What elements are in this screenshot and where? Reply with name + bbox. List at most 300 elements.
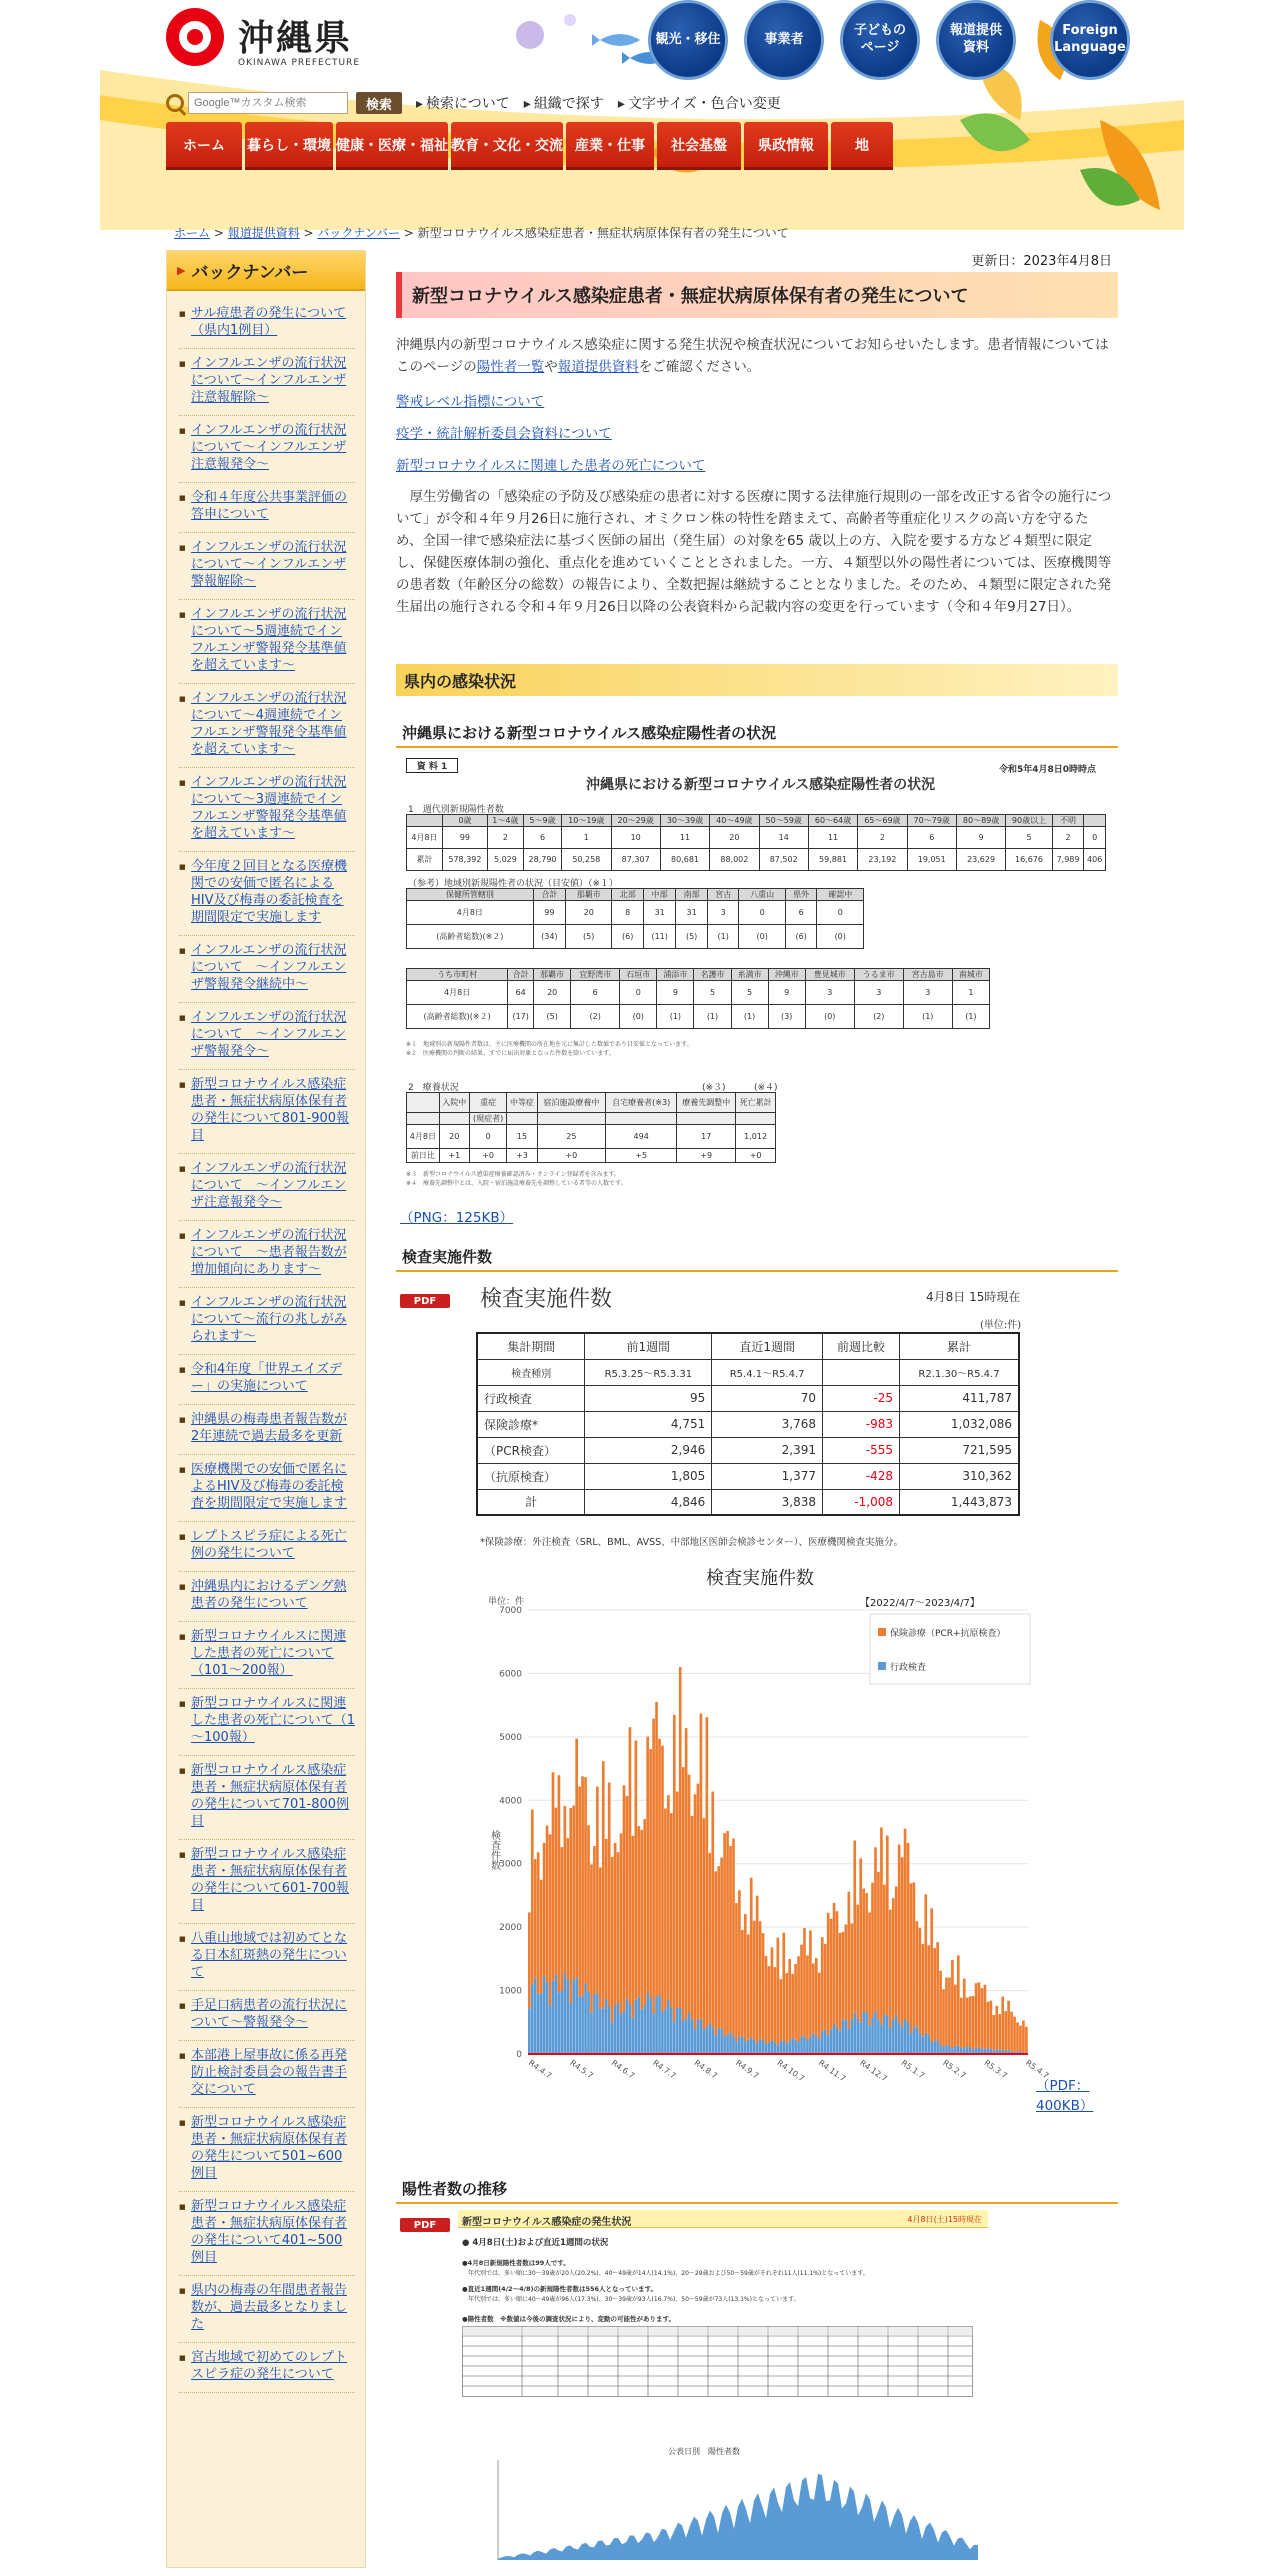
table-cell: 60～64歳 <box>808 815 857 827</box>
nav-kids[interactable]: 子どもの ページ <box>840 0 920 80</box>
bar-admin <box>629 2004 632 2054</box>
series-area <box>498 2474 978 2560</box>
table-cell: 0 <box>620 981 657 1005</box>
sidebar-link[interactable]: インフルエンザの流行状況について ～インフルエンザ警報発令継続中～ <box>191 943 347 992</box>
nav-press[interactable]: 報道提供 資料 <box>936 0 1016 80</box>
table-cell: 県外 <box>785 889 817 901</box>
table-cell: +0 <box>469 1149 507 1163</box>
bar-admin <box>587 1992 590 2054</box>
bar-insurance <box>655 1702 658 1996</box>
bar-insurance <box>1019 2026 1022 2052</box>
bar-insurance <box>703 1818 706 2029</box>
trend-b1s: 年代別では、多い順に30～39歳が20人(20.2%)、40～49歳が14人(14.1%)、20～29歳および50～59歳がそれぞれ11人(11.1%)となっています。 <box>468 2270 869 2277</box>
alert-level-link[interactable]: 警戒レベル指標について <box>396 394 545 410</box>
bar-admin <box>800 2037 803 2054</box>
nav-business[interactable]: 事業者 <box>744 0 824 80</box>
table-cell: 8 <box>612 901 644 925</box>
bar-admin <box>856 2018 859 2054</box>
okinawa-logo[interactable] <box>166 8 366 70</box>
sidebar-link[interactable]: インフルエンザの流行状況について～インフルエンザ警報解除～ <box>191 540 347 589</box>
intro-part: や <box>544 359 558 375</box>
sidebar-link[interactable]: 新型コロナウイルス感染症患者・無症状病原体保有者の発生について501~600例目 <box>191 2115 348 2181</box>
table-cell: 578,392 <box>442 849 487 871</box>
table-cell: 1～4歳 <box>487 815 523 827</box>
table-cell: -25 <box>823 1385 900 1411</box>
x-tick-label: R4.12.7 <box>858 2058 889 2084</box>
table-cell <box>439 1113 469 1125</box>
trend-b3: ●陽性者数 ※数値は今後の調査状況により、変動の可能性があります。 <box>462 2315 675 2323</box>
table-cell: (0) <box>739 925 785 949</box>
bar-admin <box>794 2040 797 2054</box>
bar-insurance <box>602 1761 605 2008</box>
table-cell: 4月8日 <box>407 981 508 1005</box>
bar-admin <box>632 2018 635 2054</box>
sidebar-link[interactable]: 新型コロナウイルスに関連した患者の死亡について（101～200報） <box>191 1629 347 1678</box>
table-cell: 99 <box>442 827 487 849</box>
bar-insurance <box>726 1831 729 2035</box>
x-tick-label: R5.2.7 <box>941 2058 968 2081</box>
nav-health[interactable]: 健康・医療・福祉 <box>336 122 448 170</box>
bar-admin <box>913 2028 916 2054</box>
x-tick-label: R5.4.7 <box>1023 2058 1051 2081</box>
sidebar-link[interactable]: インフルエンザの流行状況について～インフルエンザ注意報発令～ <box>191 423 347 472</box>
care-note-3: (※３) <box>702 1083 726 1093</box>
trend-pdf-preview[interactable] <box>458 2210 988 2568</box>
breadcrumb-sep: > <box>399 226 418 240</box>
bar-admin <box>874 2012 877 2054</box>
nav-foreign-language[interactable]: Foreign Language <box>1050 0 1130 80</box>
y-tick-label: 5000 <box>499 1732 522 1743</box>
table-cell: 3 <box>805 981 854 1005</box>
bar-insurance <box>708 1853 711 2023</box>
bar-admin <box>614 2006 617 2054</box>
search-row <box>166 90 1066 116</box>
bar-insurance <box>785 1973 788 2044</box>
bar-insurance <box>880 1828 883 2025</box>
bar-admin <box>714 2035 717 2054</box>
bar-insurance <box>635 1740 638 1999</box>
bar-insurance <box>984 1985 987 2050</box>
bar-insurance <box>590 1864 593 2012</box>
search-input[interactable] <box>188 92 348 114</box>
breadcrumb-sep: > <box>299 226 318 240</box>
sidebar-item <box>179 1455 355 1522</box>
sidebar-link[interactable]: インフルエンザの流行状況について～4週連続でインフルエンザ警報発令基準値を超えています～ <box>191 691 347 757</box>
table-cell: 7,989 <box>1052 849 1084 871</box>
bar-admin <box>732 2036 735 2054</box>
bar-insurance <box>673 1715 676 2021</box>
main-nav <box>166 122 893 170</box>
bar-insurance <box>862 1889 865 2012</box>
bar-insurance <box>848 1892 851 2029</box>
table-cell: 石垣市 <box>620 969 657 981</box>
bar-insurance <box>877 1872 880 2020</box>
bar-admin <box>868 2025 871 2054</box>
bar-insurance <box>561 1847 564 1990</box>
x-tick-label: R4.11.7 <box>816 2058 848 2084</box>
bar-insurance <box>806 1955 809 2040</box>
bar-insurance <box>697 1784 700 2020</box>
bar-insurance <box>546 1826 549 1983</box>
bar-admin <box>723 2037 726 2054</box>
text-size-color-link[interactable]: ▸ 文字サイズ・色合い変更 <box>618 93 781 113</box>
table-cell: 2 <box>858 827 907 849</box>
bar-admin <box>797 2042 800 2054</box>
bar-insurance <box>836 1911 839 2027</box>
bar-admin <box>839 2031 842 2054</box>
nav-home[interactable]: ホーム <box>166 122 242 170</box>
bar-insurance <box>910 1883 913 2033</box>
trend-b2: ●直近1週間(4/2～4/8)の新規陽性者数は556人となっています。 <box>462 2285 658 2293</box>
chart-unit: 単位：件 <box>488 1597 525 1607</box>
bar-admin <box>602 2008 605 2054</box>
bar-insurance <box>868 1912 871 2025</box>
table-cell: 15 <box>507 1125 537 1149</box>
nav-education[interactable]: 教育・文化・交流 <box>451 122 563 170</box>
bar-admin <box>682 2021 685 2054</box>
nav-region[interactable]: 地 <box>831 122 893 170</box>
table-cell: -983 <box>823 1411 900 1437</box>
table-cell: -428 <box>823 1463 900 1489</box>
bar-insurance <box>809 1930 812 2036</box>
breadcrumb-current: 新型コロナウイルス感染症患者・無症状病原体保有者の発生について <box>417 226 789 240</box>
legend-box <box>870 1614 1030 1684</box>
x-tick-label: R4.7.7 <box>651 2058 678 2081</box>
sidebar-link[interactable]: 医療機関での安価で匿名によるHIV及び梅毒の委託検査を期間限定で実施します <box>191 1462 348 1511</box>
x-tick-label: R5.3.7 <box>982 2058 1009 2081</box>
breadcrumb-press[interactable]: 報道提供資料 <box>227 226 300 240</box>
prefecture-emblem-icon <box>166 8 224 66</box>
sidebar-item <box>179 1572 355 1622</box>
bar-admin <box>608 2007 611 2054</box>
bar-insurance <box>898 1844 901 2022</box>
bar-insurance <box>939 1971 942 2045</box>
bar-insurance <box>821 1937 824 2031</box>
bar-insurance <box>833 1903 836 2024</box>
pdf-link[interactable]: （PDF：400KB） <box>1036 2078 1094 2114</box>
bar-insurance <box>593 1846 596 1994</box>
bar-insurance <box>549 1834 552 2006</box>
bar-admin <box>611 2022 614 2054</box>
table-cell <box>407 815 443 827</box>
table-cell: 保険診療* <box>477 1411 585 1437</box>
bar-admin <box>708 2023 711 2054</box>
bar-admin <box>924 2033 927 2054</box>
bar-insurance <box>960 1998 963 2048</box>
bar-insurance <box>537 1852 540 1994</box>
region-table <box>406 888 864 949</box>
footnote: ※２ 医療機関の判断の結果、すでに届出対象となった件数を除いています。 <box>406 1050 615 1057</box>
bar-insurance <box>768 1966 771 2042</box>
sidebar-list <box>167 291 365 2393</box>
bar-insurance <box>856 1905 859 2019</box>
bar-admin <box>750 2037 753 2054</box>
bar-insurance <box>824 1944 827 2030</box>
sidebar-link[interactable]: 新型コロナウイルス感染症患者・無症状病原体保有者の発生について601-700報目 <box>191 1847 350 1913</box>
bar-insurance <box>966 1998 969 2047</box>
table-cell: 3 <box>854 981 903 1005</box>
nav-tourism[interactable]: 観光・移住 <box>648 0 728 80</box>
sidebar-link[interactable]: 令和4年度「世界エイズデー」の実施について <box>191 1362 342 1394</box>
table-cell: 0 <box>469 1125 507 1149</box>
press-materials-link[interactable]: 報道提供資料 <box>557 359 639 375</box>
bar-admin <box>904 2019 907 2054</box>
bar-insurance <box>803 1928 806 2036</box>
table-cell: 99 <box>533 901 565 925</box>
org-search-link[interactable]: ▸ 組織で探す <box>524 93 604 113</box>
bar-admin <box>646 1993 649 2054</box>
bar-admin <box>590 2013 593 2054</box>
table-cell: (3) <box>768 1005 805 1029</box>
table-cell: 70～79歳 <box>907 815 956 827</box>
table-cell: (1) <box>694 1005 731 1029</box>
bar-insurance <box>587 1825 590 1992</box>
table-cell: 1,032,086 <box>900 1411 1019 1437</box>
sidebar-item <box>179 1622 355 1689</box>
table-row <box>407 1005 990 1029</box>
bar-admin <box>815 2036 818 2054</box>
subheading-underline <box>396 2202 1118 2204</box>
table-cell: (5) <box>676 925 708 949</box>
bar-admin <box>877 2019 880 2054</box>
bar-insurance <box>936 1942 939 2040</box>
bar-admin <box>865 2013 868 2054</box>
bar-admin <box>735 2041 738 2054</box>
bar-admin <box>930 2043 933 2054</box>
nav-living[interactable]: 暮らし・環境 <box>245 122 333 170</box>
table-cell: 80～89歳 <box>956 815 1005 827</box>
png-link[interactable]: （PNG：125KB） <box>400 1210 514 1226</box>
sidebar-link[interactable]: インフルエンザの流行状況について ～インフルエンザ警報発令～ <box>191 1010 347 1059</box>
page-title: 新型コロナウイルス感染症患者・無症状病原体保有者の発生について <box>396 272 1118 318</box>
sidebar-link[interactable]: 八重山地域では初めてとなる日本紅斑熱の発生について <box>191 1931 348 1980</box>
table-cell: 1,805 <box>585 1463 712 1489</box>
table-cell <box>736 1113 776 1125</box>
nav-infrastructure[interactable]: 社会基盤 <box>657 122 741 170</box>
search-help-link[interactable]: ▸ 検索について <box>416 93 510 113</box>
sidebar-link[interactable]: 新型コロナウイルス感染症患者・無症状病原体保有者の発生について801-900報目 <box>191 1077 350 1143</box>
table-cell: 重症 <box>469 1093 507 1113</box>
table-cell: （抗原検査） <box>477 1463 585 1489</box>
sidebar-link[interactable]: 県内の梅毒の年間患者報告数が、過去最多となりました <box>191 2283 348 2332</box>
sidebar-item <box>179 1221 355 1288</box>
sidebar-link[interactable]: 沖縄県内におけるデング熱患者の発生について <box>191 1579 347 1611</box>
bar-insurance <box>889 1910 892 2028</box>
breadcrumb-backnumber[interactable]: バックナンバー <box>317 226 400 240</box>
positive-list-link[interactable]: 陽性者一覧 <box>476 359 545 375</box>
bar-admin <box>575 1977 578 2054</box>
table-cell: 名護市 <box>694 969 731 981</box>
bar-admin <box>889 2028 892 2054</box>
bar-insurance <box>924 1894 927 2032</box>
table-cell: 2,946 <box>585 1437 712 1463</box>
bar-admin <box>753 2040 756 2054</box>
sidebar <box>166 250 366 2568</box>
bar-insurance <box>611 1857 614 2022</box>
breadcrumb-home[interactable]: ホーム <box>174 226 211 240</box>
sidebar-link[interactable]: 本部港上屋事故に係る再発防止検討委員会の報告書手交について <box>191 2048 348 2097</box>
table-row <box>407 925 864 949</box>
sidebar-link[interactable]: 新型コロナウイルス感染症患者・無症状病原体保有者の発生について401~500例目 <box>191 2199 348 2265</box>
nav-government[interactable]: 県政情報 <box>744 122 828 170</box>
bar-insurance <box>720 1858 723 2029</box>
table-cell: 411,787 <box>900 1385 1019 1411</box>
bar-insurance <box>981 1988 984 2049</box>
table-cell: 療養先調整中 <box>677 1093 736 1113</box>
bar-insurance <box>1022 2020 1025 2052</box>
table-cell: 6 <box>785 901 817 925</box>
sidebar-link[interactable]: 宮古地域で初めてのレプトスピラ症の発生について <box>191 2350 348 2382</box>
table-cell: 合計 <box>533 889 565 901</box>
sidebar-item <box>179 299 355 349</box>
bar-admin <box>765 2044 768 2054</box>
bar-insurance <box>575 1739 578 1978</box>
y-tick-label: 3000 <box>499 1859 522 1870</box>
tests-table <box>476 1332 1020 1516</box>
sidebar-link[interactable]: インフルエンザの流行状況について ～インフルエンザ注意報発令～ <box>191 1161 347 1210</box>
table-cell: 9 <box>956 827 1005 849</box>
bar-admin <box>827 2036 830 2054</box>
sidebar-link[interactable]: 手足口病患者の流行状況について～警報発令～ <box>191 1998 348 2030</box>
sidebar-link[interactable]: サル痘患者の発生について（県内1例目） <box>191 306 347 338</box>
bar-insurance <box>750 1878 753 2037</box>
table-cell: 宿泊施設療養中 <box>537 1093 606 1113</box>
bar-insurance <box>682 1767 685 2021</box>
trend-table-thumbnail <box>462 2326 982 2398</box>
table-cell: 5 <box>731 981 768 1005</box>
sidebar-item <box>179 1756 355 1840</box>
bar-insurance <box>892 1898 895 2019</box>
bar-admin <box>729 2032 732 2054</box>
bar-admin <box>694 2029 697 2054</box>
sidebar-link[interactable]: 新型コロナウイルス感染症患者・無症状病原体保有者の発生について701-800例目 <box>191 1763 350 1829</box>
table-cell: 0歳 <box>442 815 487 827</box>
bar-admin <box>853 2013 856 2054</box>
bar-insurance <box>608 1782 611 2006</box>
table-cell: 23,629 <box>956 849 1005 871</box>
sidebar-link[interactable]: レプトスピラ症による死亡例の発生について <box>191 1529 347 1561</box>
tests-pdf-preview[interactable] <box>480 1280 1051 2090</box>
bar-insurance <box>765 1956 768 2044</box>
bar-insurance <box>700 1713 703 2019</box>
logo-text: 沖縄県 <box>238 17 353 59</box>
bar-insurance <box>812 1963 815 2033</box>
bar-admin <box>921 2037 924 2054</box>
positives-status-image[interactable] <box>406 758 1106 1198</box>
sidebar-link[interactable]: 今年度２回目となる医療機関での安価で匿名によるHIV及び梅毒の委託検査を期間限定で実施します <box>191 859 348 925</box>
table-cell: 70 <box>712 1385 823 1411</box>
bar-admin <box>901 2027 904 2054</box>
logo-subtitle: OKINAWA PREFECTURE <box>238 58 361 68</box>
tests-timestamp: 4月8日 15時現在 <box>926 1290 1021 1304</box>
table-row <box>477 1489 1019 1515</box>
bar-admin <box>803 2036 806 2054</box>
bar-admin <box>747 2040 750 2054</box>
table-cell: 宜野湾市 <box>571 969 620 981</box>
search-button[interactable]: 検索 <box>356 92 402 114</box>
bar-insurance <box>676 1792 679 2008</box>
bar-admin <box>528 2008 531 2054</box>
bar-insurance <box>815 1958 818 2036</box>
bar-admin <box>812 2033 815 2054</box>
table-row <box>407 1125 776 1149</box>
trend-b2s: 年代別では、多い順に40～49歳が96人(17.3%)、30～39歳が93人(16.7%)、50～59歳が73人(13.1%)となっています。 <box>468 2296 800 2303</box>
table-row <box>407 849 1106 871</box>
sidebar-link[interactable]: インフルエンザの流行状況について～3週連続でインフルエンザ警報発令基準値を超えています～ <box>191 775 347 841</box>
bar-admin <box>720 2029 723 2054</box>
bar-admin <box>791 2038 794 2054</box>
bar-insurance <box>617 1852 620 2002</box>
bar-admin <box>649 1999 652 2054</box>
table-cell: 20 <box>534 981 571 1005</box>
sidebar-item <box>179 1405 355 1455</box>
bar-insurance <box>569 1808 572 2003</box>
bar-admin <box>910 2033 913 2054</box>
x-tick-label: R5.1.7 <box>899 2058 927 2081</box>
footnote: ※４ 療養先調整中とは、入院・宿泊施設療養先を調整している者等の人数です。 <box>406 1180 627 1187</box>
bar-admin <box>596 1993 599 2054</box>
bar-admin <box>939 2045 942 2054</box>
sidebar-link[interactable]: インフルエンザの流行状況について～5週連続でインフルエンザ警報発令基準値を超えています～ <box>191 607 347 673</box>
sidebar-item <box>179 2343 355 2393</box>
committee-link[interactable]: 疫学・統計解析委員会資料について <box>396 426 612 442</box>
table-cell: 宮古島市 <box>903 969 952 981</box>
bar-admin <box>561 1990 564 2054</box>
bar-insurance <box>850 1923 853 2019</box>
table-cell: 721,595 <box>900 1437 1019 1463</box>
sidebar-link[interactable]: 令和４年度公共事業評価の答申について <box>191 490 348 522</box>
death-info-link[interactable]: 新型コロナウイルスに関連した患者の死亡について <box>396 458 706 474</box>
sidebar-link[interactable]: 新型コロナウイルスに関連した患者の死亡について（1～100報） <box>191 1696 356 1745</box>
nav-industry[interactable]: 産業・仕事 <box>566 122 654 170</box>
sidebar-link[interactable]: インフルエンザの流行状況について ～患者報告数が増加傾向にあります～ <box>191 1228 347 1277</box>
legend-label: 保険診療（PCR+抗原検査） <box>890 1629 1006 1639</box>
table-cell: (1) <box>952 1005 989 1029</box>
bar-insurance <box>596 1787 599 1993</box>
sidebar-link[interactable]: 沖縄県の梅毒患者報告数が2年連続で過去最多を更新 <box>191 1412 348 1444</box>
x-tick-label: R4.4.7 <box>526 2058 554 2081</box>
table-cell: 11 <box>808 827 857 849</box>
doc-timestamp: 令和5年4月8日0時時点 <box>998 765 1096 775</box>
table-cell: 3 <box>903 981 952 1005</box>
bar-admin <box>741 2036 744 2054</box>
table-cell: 90歳以上 <box>1006 815 1052 827</box>
bar-insurance <box>886 1836 889 2016</box>
sidebar-link[interactable]: インフルエンザの流行状況について～インフルエンザ注意報解除～ <box>191 356 347 405</box>
bar-admin <box>652 2013 655 2054</box>
doc-title: 沖縄県における新型コロナウイルス感染症陽性者の状況 <box>586 777 936 793</box>
bar-admin <box>848 2028 851 2054</box>
bar-insurance <box>963 1979 966 2049</box>
bar-insurance <box>723 1833 726 2036</box>
sidebar-link[interactable]: インフルエンザの流行状況について～流行の兆しがみられます～ <box>191 1295 347 1344</box>
doc-footnotes-2 <box>406 1170 1106 1188</box>
y-tick-label: 2000 <box>499 1923 522 1934</box>
x-tick-label: R4.5.7 <box>568 2058 595 2081</box>
bar-insurance <box>540 1880 543 1994</box>
bar-insurance <box>777 1938 780 2046</box>
sidebar-item <box>179 684 355 768</box>
bar-insurance <box>694 1794 697 2029</box>
table-cell: 北部 <box>612 889 644 901</box>
bar-insurance <box>883 1885 886 2015</box>
bar-admin <box>779 2041 782 2054</box>
sidebar-item <box>179 852 355 936</box>
x-tick-label: R4.6.7 <box>609 2058 637 2081</box>
bar-admin <box>673 2021 676 2054</box>
bar-insurance <box>957 1955 960 2045</box>
table-cell <box>537 1113 606 1125</box>
